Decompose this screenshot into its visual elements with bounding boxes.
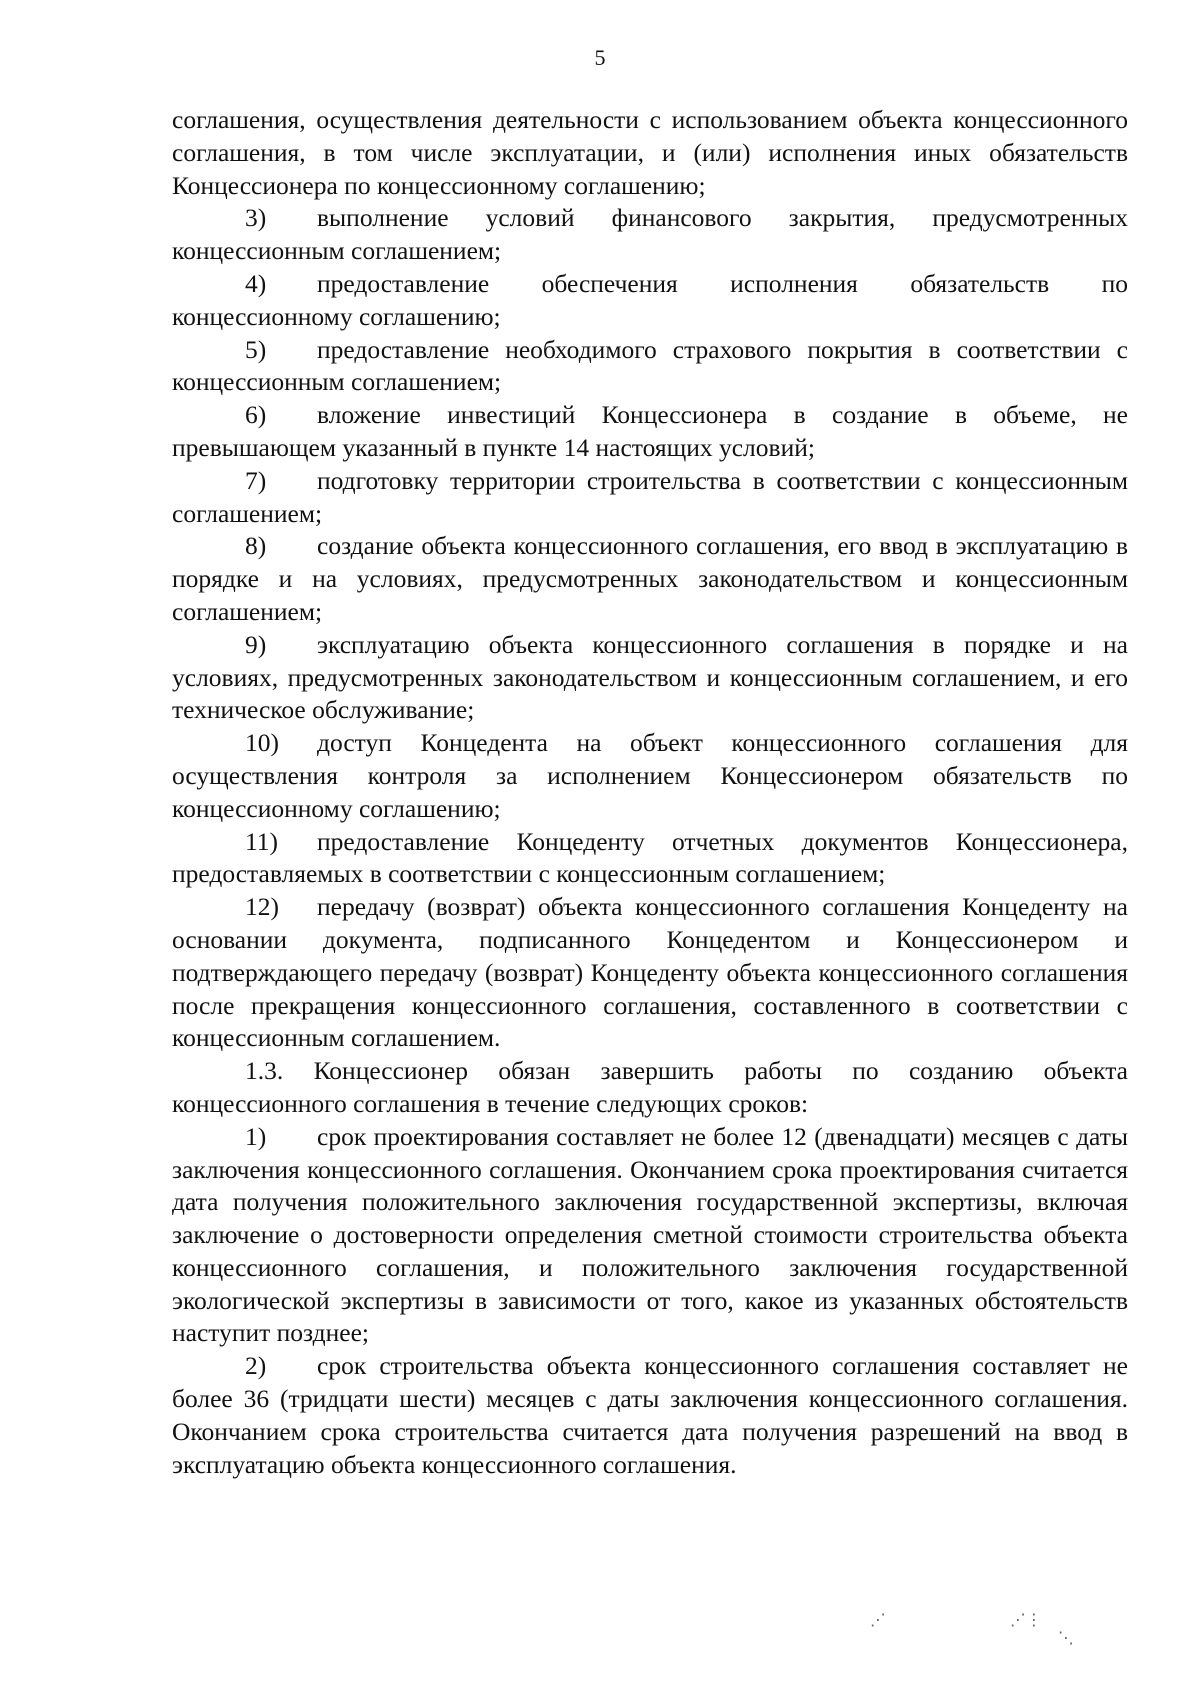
item-text: срок строительства объекта концессионного соглашения составляет не более 36 (тридцати шести) месяцев с даты заключения концессионного соглашения. Окончанием срока строительства считается дата получения разрешений на ввод в эксплуатацию объекта концессионного соглашения. [172, 1351, 1128, 1479]
item-text: передачу (возврат) объекта концессионного соглашения Концеденту на основании документа, подписанного Концедентом и Концессионером и подтверждающего передачу (возврат) Концеденту объекта концессионного соглашения после прекращения концессионного соглашения, составленного в соответствии с концессионным соглашением. [172, 892, 1128, 1053]
item-text: эксплуатацию объекта концессионного соглашения в порядке и на условиях, предусмотренных законодательством и концессионным соглашением, и его техническое обслуживание; [172, 629, 1128, 725]
item-number: 10) [245, 728, 279, 758]
item-text: доступ Концедента на объект концессионного соглашения для осуществления контроля за исполнением Концессионером обязательств по концессионному соглашению; [172, 728, 1128, 823]
paragraph-text: соглашения, осуществления деятельности с использованием объекта концессионного соглашения, в том числе эксплуатации, и (или) исполнения иных обязательств Концессионера по концессионному соглашению; [172, 105, 1128, 200]
scan-mark: ⋰⋮ [1010, 1610, 1042, 1629]
item-text: предоставление необходимого страхового покрытия в соответствии с концессионным соглашением; [172, 334, 1128, 397]
item-number: 7) [245, 465, 267, 495]
list-item-11 [172, 826, 1128, 892]
list-item-7 [172, 465, 1128, 531]
item-number: 11) [245, 826, 279, 856]
paragraph-continuation [172, 104, 1128, 202]
list-item-3 [172, 202, 1128, 268]
page-number: 5 [594, 45, 606, 70]
scan-mark: ⋰ [870, 1610, 886, 1629]
item-text: выполнение условий финансового закрытия, предусмотренных концессионным соглашением; [172, 203, 1128, 266]
item-text: вложение инвестиций Концессионера в создание в объеме, не превышающем указанный в пункте 14 настоящих условий; [172, 400, 1128, 462]
item-text: срок проектирования составляет не более 12 (двенадцати) месяцев с даты заключения концессионного соглашения. Окончанием срока проектирования считается дата получения положительного заключения государственной экспертизы, включая заключение о достоверности определения сметной стоимости строительства объекта концессионного соглашения, и положительного заключения государственной экологической экспертизы в зависимости от того, какое из указанных обстоятельств наступит позднее; [172, 1121, 1128, 1348]
document-body [172, 104, 1128, 1481]
item-number: 2) [245, 1351, 267, 1381]
scan-mark: ⋱ [1058, 1628, 1074, 1647]
clause-number: 1.3. [245, 1056, 284, 1086]
clause-1-3 [172, 1055, 1128, 1121]
item-text: подготовку территории строительства в соответствии с концессионным соглашением; [172, 465, 1128, 528]
list-item-10 [172, 727, 1128, 825]
item-number: 12) [245, 892, 279, 922]
list-item-8 [172, 530, 1128, 628]
list-item-12 [172, 891, 1128, 1055]
list-item-5 [172, 334, 1128, 400]
item-number: 3) [245, 203, 267, 233]
term-item-1 [172, 1121, 1128, 1351]
term-item-2 [172, 1350, 1128, 1481]
item-text: предоставление обеспечения исполнения обязательств по концессионному соглашению; [172, 268, 1128, 331]
item-number: 6) [245, 400, 267, 430]
item-text: создание объекта концессионного соглашения, его ввод в эксплуатацию в порядке и на условиях, предусмотренных законодательством и концессионным соглашением; [172, 531, 1128, 626]
item-number: 1) [245, 1121, 267, 1151]
item-number: 5) [245, 334, 267, 364]
clause-text: Концессионер обязан завершить работы по созданию объекта концессионного соглашения в течение следующих сроков: [172, 1056, 1129, 1118]
list-item-6 [172, 399, 1128, 465]
item-number: 4) [245, 268, 267, 298]
item-number: 8) [245, 531, 267, 561]
item-text: предоставление Концеденту отчетных документов Концессионера, предоставляемых в соответствии с концессионным соглашением; [172, 826, 1128, 889]
item-number: 9) [245, 629, 267, 659]
list-item-9 [172, 629, 1128, 727]
list-item-4 [172, 268, 1128, 334]
